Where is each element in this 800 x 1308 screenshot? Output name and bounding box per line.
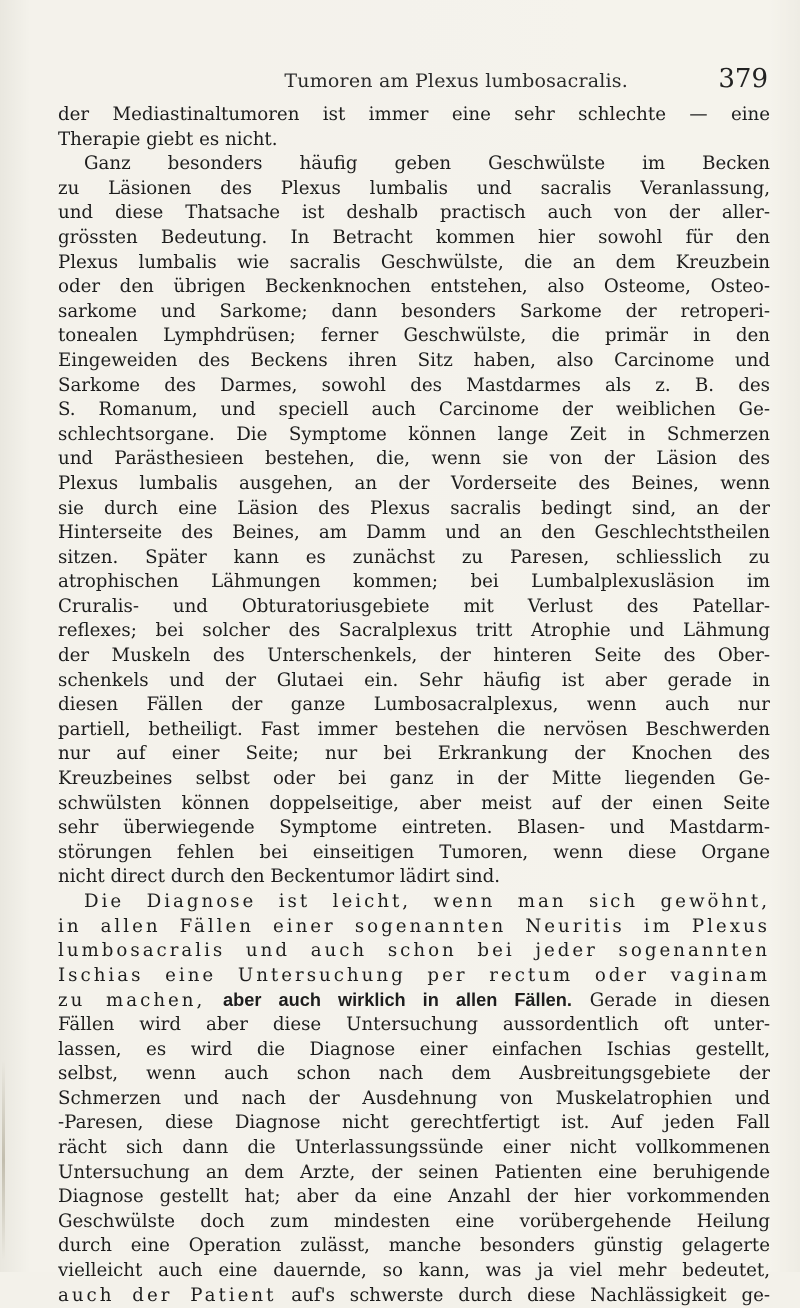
text-line: und Parästhesieen bestehen, die, wenn sie von der Läsion des xyxy=(58,447,770,472)
text-fragment: auf's schwerste durch diese Nachlässigkeit ge- xyxy=(291,1285,770,1306)
text-line: Plexus lumbalis wie sacralis Geschwülste, die an dem Kreuzbein xyxy=(58,251,770,276)
text-line: sarkome und Sarkome; dann besonders Sarkome der retroperi- xyxy=(58,300,770,325)
text-line: S. Romanum, und speciell auch Carcinome der weiblichen Ge- xyxy=(58,398,770,423)
running-title: Tumoren am Plexus lumbosacralis. xyxy=(284,70,628,92)
page-header xyxy=(0,62,768,96)
text-line: Kreuzbeines selbst oder bei ganz in der Mitte liegenden Ge- xyxy=(58,767,770,792)
text-line-mixed xyxy=(58,988,770,1013)
text-line-emphasis: Die Diagnose ist leicht, wenn man sich gewöhnt, xyxy=(58,890,770,915)
text-line: diesen Fällen der ganze Lumbosacralplexus, wenn auch nur xyxy=(58,693,770,718)
text-line: lassen, es wird die Diagnose einer einfachen Ischias gestellt, xyxy=(58,1038,770,1063)
text-line: grössten Bedeutung. In Betracht kommen hier sowohl für den xyxy=(58,226,770,251)
text-line: Hinterseite des Beines, am Damm und an den Geschlechtstheilen xyxy=(58,521,770,546)
emphasis-bold: aber auch wirklich in allen Fällen. xyxy=(223,990,572,1010)
text-line: sie durch eine Läsion des Plexus sacralis bedingt sind, an der xyxy=(58,497,770,522)
text-line: sehr überwiegende Symptome eintreten. Blasen- und Mastdarm- xyxy=(58,816,770,841)
text-line: Fällen wird aber diese Untersuchung aussordentlich oft unter- xyxy=(58,1013,770,1038)
text-line: zu Läsionen des Plexus lumbalis und sacralis Veranlassung, xyxy=(58,177,770,202)
text-line: atrophischen Lähmungen kommen; bei Lumbalplexusläsion im xyxy=(58,570,770,595)
emphasis-spaced: zu machen, xyxy=(58,990,205,1011)
text-line: Schmerzen und nach der Ausdehnung von Muskelatrophien und xyxy=(58,1087,770,1112)
text-line: störungen fehlen bei einseitigen Tumoren, wenn diese Organe xyxy=(58,841,770,866)
text-line: sitzen. Später kann es zunächst zu Paresen, schliesslich zu xyxy=(58,546,770,571)
text-line: nur auf einer Seite; nur bei Erkrankung der Knochen des xyxy=(58,742,770,767)
text-line: Ganz besonders häufig geben Geschwülste im Becken xyxy=(58,152,770,177)
text-line: nicht direct durch den Beckentumor lädirt sind. xyxy=(58,865,770,890)
text-line-emphasis: lumbosacralis und auch schon bei jeder sogenannten xyxy=(58,939,770,964)
text-line: tonealen Lymphdrüsen; ferner Geschwülste, die primär in den xyxy=(58,324,770,349)
text-line-emphasis: in allen Fällen einer sogenannten Neuritis im Plexus xyxy=(58,915,770,940)
text-line: reflexes; bei solcher des Sacralplexus tritt Atrophie und Lähmung xyxy=(58,619,770,644)
body-text xyxy=(58,103,770,1308)
text-line: oder den übrigen Beckenknochen entstehen, also Osteome, Osteo- xyxy=(58,275,770,300)
text-line: der Mediastinaltumoren ist immer eine sehr schlechte — eine xyxy=(58,103,770,128)
emphasis-spaced: auch der Patient xyxy=(58,1285,276,1306)
text-line-mixed xyxy=(58,1284,770,1308)
text-line-emphasis: Ischias eine Untersuchung per rectum oder vaginam xyxy=(58,964,770,989)
text-line: Untersuchung an dem Arzte, der seinen Patienten eine beruhigende xyxy=(58,1161,770,1186)
text-line: Diagnose gestellt hat; aber da eine Anzahl der hier vorkommenden xyxy=(58,1185,770,1210)
text-line: partiell, betheiligt. Fast immer bestehen die nervösen Beschwerden xyxy=(58,718,770,743)
text-line: durch eine Operation zulässt, manche besonders günstig gelagerte xyxy=(58,1234,770,1259)
page-number: 379 xyxy=(718,64,768,94)
text-line: schenkels und der Glutaei ein. Sehr häufig ist aber gerade in xyxy=(58,669,770,694)
text-line: -Paresen, diese Diagnose nicht gerechtfertigt ist. Auf jeden Fall xyxy=(58,1111,770,1136)
text-line: vielleicht auch eine dauernde, so kann, was ja viel mehr bedeutet, xyxy=(58,1259,770,1284)
page-edge-shadow xyxy=(2,1060,5,1260)
text-line: der Muskeln des Unterschenkels, der hinteren Seite des Ober- xyxy=(58,644,770,669)
text-line: schwülsten können doppelseitige, aber meist auf der einen Seite xyxy=(58,792,770,817)
text-fragment: Gerade in diesen xyxy=(590,990,770,1011)
text-line: Geschwülste doch zum mindesten eine vorübergehende Heilung xyxy=(58,1210,770,1235)
text-line: Plexus lumbalis ausgehen, an der Vorderseite des Beines, wenn xyxy=(58,472,770,497)
text-line: Sarkome des Darmes, sowohl des Mastdarmes als z. B. des xyxy=(58,374,770,399)
text-line: Eingeweiden des Beckens ihren Sitz haben, also Carcinome und xyxy=(58,349,770,374)
text-line: und diese Thatsache ist deshalb practisch auch von der aller- xyxy=(58,201,770,226)
text-line: Therapie giebt es nicht. xyxy=(58,128,770,153)
text-line: Cruralis- und Obturatoriusgebiete mit Verlust des Patellar- xyxy=(58,595,770,620)
text-line: selbst, wenn auch schon nach dem Ausbreitungsgebiete der xyxy=(58,1062,770,1087)
text-line: schlechtsorgane. Die Symptome können lange Zeit in Schmerzen xyxy=(58,423,770,448)
text-line: rächt sich dann die Unterlassungssünde einer nicht vollkommenen xyxy=(58,1136,770,1161)
